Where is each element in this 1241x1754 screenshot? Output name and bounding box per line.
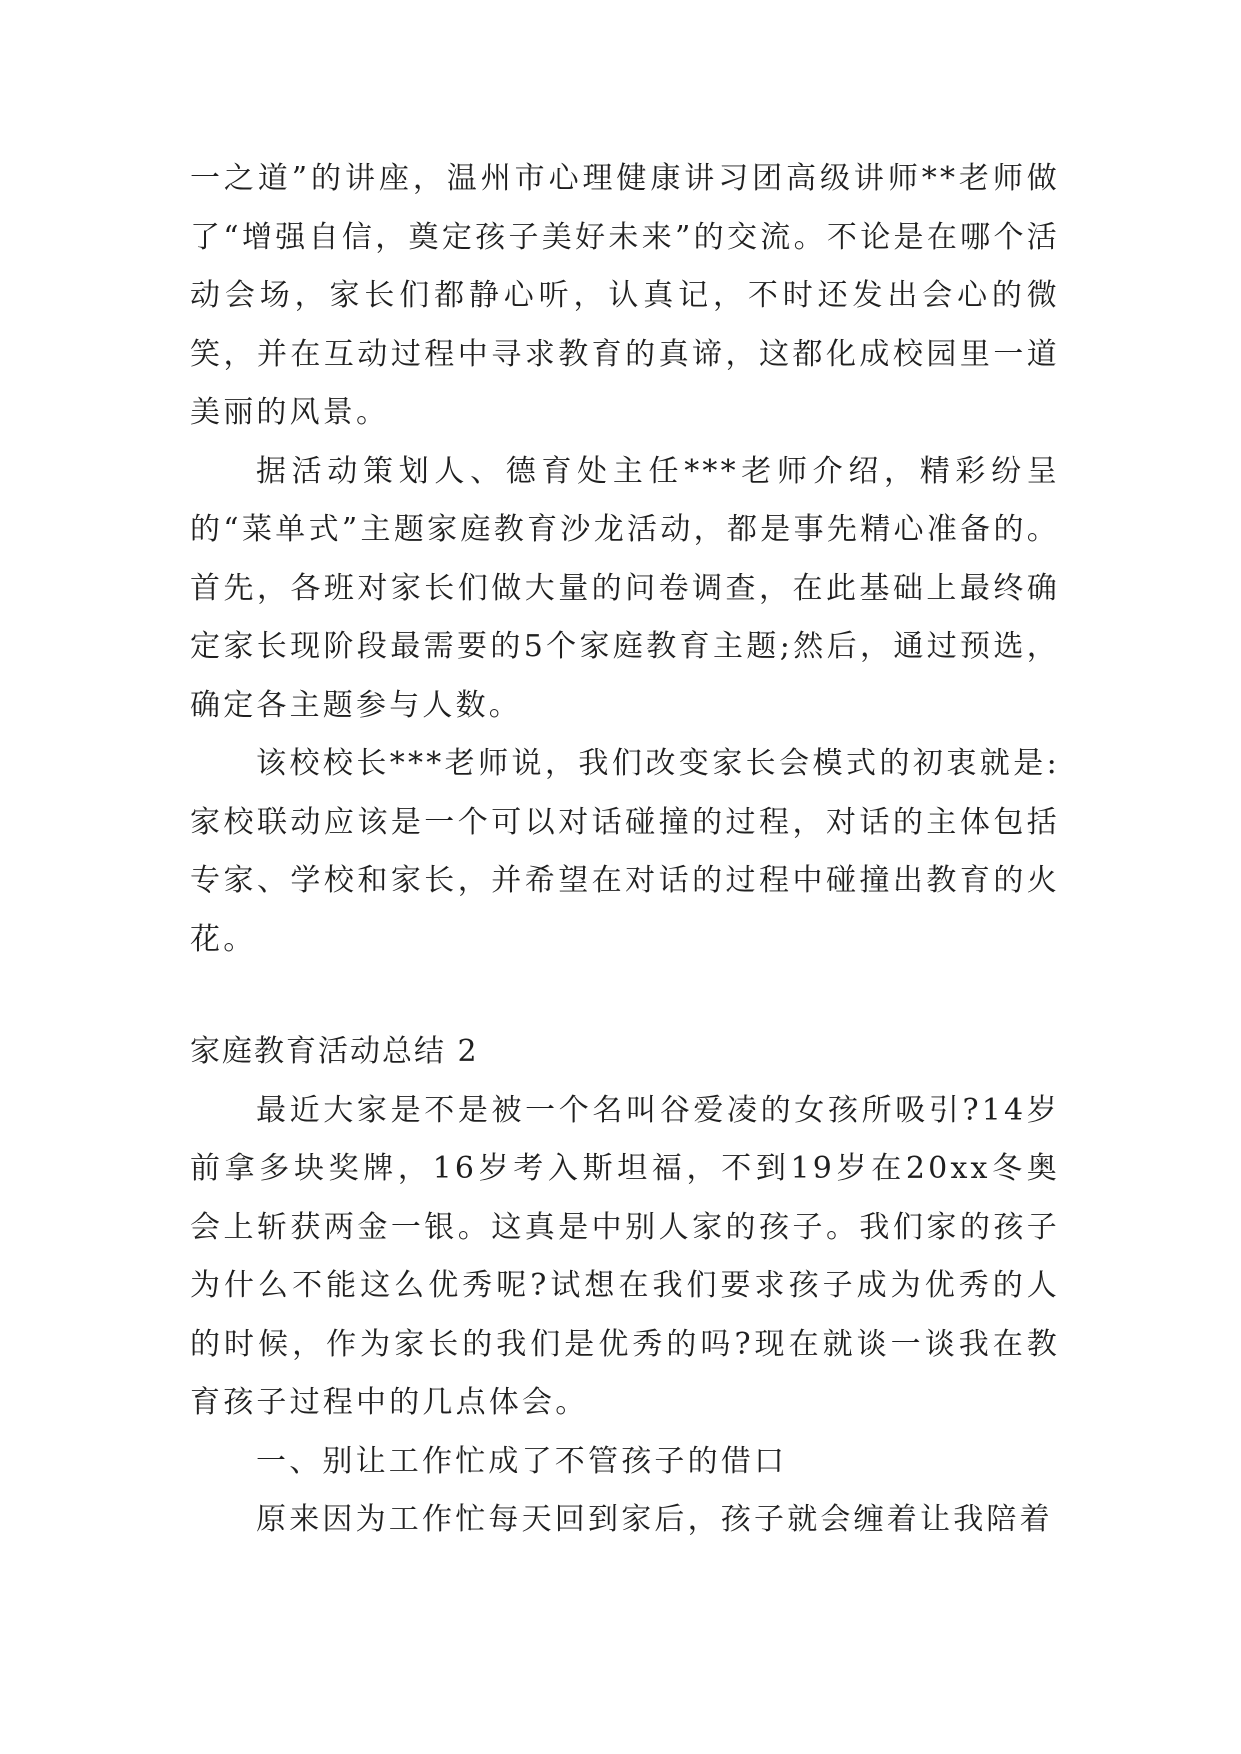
paragraph-activity-planning: 据活动策划人、德育处主任***老师介绍，精彩纷呈的“菜单式”主题家庭教育沙龙活动，都是事先精心准备的。首先，各班对家长们做大量的问卷调查，在此基础上最终确定家长现阶段最需要的5个家庭教育主题;然后，通过预选，确定各主题参与人数。	[190, 453, 1060, 723]
document-body	[190, 150, 1060, 1550]
paragraph-principal-remarks: 该校校长***老师说，我们改变家长会模式的初衷就是:家校联动应该是一个可以对话碰撞的过程，对话的主体包括专家、学校和家长，并希望在对话的过程中碰撞出教育的火花。	[190, 746, 1060, 957]
paragraph-busy-work: 原来因为工作忙每天回到家后，孩子就会缠着让我陪着	[256, 1502, 1053, 1537]
section-title: 家庭教育活动总结 2	[190, 1034, 479, 1069]
paragraph-lecture-exchange: 一之道”的讲座，温州市心理健康讲习团高级讲师**老师做了“增强自信，奠定孩子美好未来”的交流。不论是在哪个活动会场，家长们都静心听，认真记，不时还发出会心的微笑，并在互动过程中寻求教育的真谛，这都化成校园里一道美丽的风景。	[190, 161, 1060, 430]
paragraph-gu-ailing: 最近大家是不是被一个名叫谷爱凌的女孩所吸引?14岁前拿多块奖牌，16岁考入斯坦福，不到19岁在20xx冬奥会上斩获两金一银。这真是中别人家的孩子。我们家的孩子为什么不能这么优秀呢?试想在我们要求孩子成为优秀的人的时候，作为家长的我们是优秀的吗?现在就谈一谈我在教育孩子过程中的几点体会。	[190, 1092, 1060, 1420]
subheading-work-excuse: 一、别让工作忙成了不管孩子的借口	[256, 1443, 788, 1479]
